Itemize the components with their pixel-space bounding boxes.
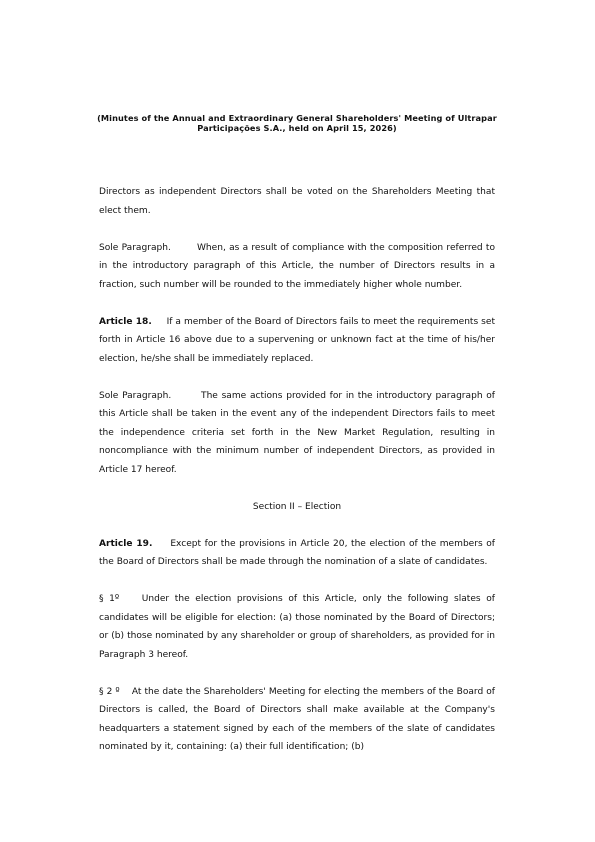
paragraph-text: When, as a result of compliance with the composition referred to in the introductory paragraph of this Article, the number of Directors results in a fraction, such number will be rounded to the immediately higher whole number. xyxy=(99,242,495,290)
section-heading xyxy=(99,498,495,517)
paragraph-section-2 xyxy=(99,683,495,757)
header-line-2: Participações S.A., held on April 15, 2026) xyxy=(197,122,397,133)
paragraph-text: The same actions provided for in the introductory paragraph of this Article shall be taken in the event any of the independent Directors fails to meet the independence criteria set forth in the New Market Regulation, resulting in noncompliance with the minimum number of independent Directors, as provided in Article 17 hereof. xyxy=(99,390,495,475)
paragraph-text: Directors as independent Directors shall be voted on the Shareholders Meeting that elect them. xyxy=(99,187,495,216)
paragraph-sole-paragraph-2 xyxy=(99,387,495,480)
paragraph-text: Under the election provisions of this Article, only the following slates of candidates will be eligible for election: (a) those nominated by the Board of Directors; or (b) those nominated by any shareholder or group of shareholders, as provided for in Paragraph 3 hereof. xyxy=(99,594,495,660)
paragraph-lead: Sole Paragraph. xyxy=(99,242,171,253)
paragraph-section-1 xyxy=(99,590,495,664)
article-heading: Article 19. xyxy=(99,538,153,549)
paragraph-lead: Sole Paragraph. xyxy=(99,390,172,401)
paragraph-article-18 xyxy=(99,313,495,369)
section-title: Section II – Election xyxy=(252,501,342,512)
article-heading: Article 18. xyxy=(99,316,152,327)
paragraph-lead: § 1º xyxy=(99,594,120,604)
document-body xyxy=(99,183,495,757)
header-line-1: (Minutes of the Annual and Extraordinary General Shareholders' Meeting of Ultrapar xyxy=(97,113,497,123)
paragraph-lead: § 2 º xyxy=(99,686,120,697)
paragraph-article-19 xyxy=(99,535,495,572)
document-header xyxy=(92,114,502,133)
paragraph-text: Except for the provisions in Article 20, the election of the members of the Board of Directors shall be made through the nomination of a slate of candidates. xyxy=(99,538,495,567)
paragraph-text: At the date the Shareholders' Meeting for electing the members of the Board of Directors is called, the Board of Directors shall make available at the Company's headquarters a statement signed by each of the members of the slate of candidates nominated by it, containing: (a) their full identification; (b) xyxy=(99,686,495,752)
paragraph-text: If a member of the Board of Directors fails to meet the requirements set forth in Article 16 above due to a supervening or unknown fact at the time of his/her election, he/she shall be immediately replaced. xyxy=(99,316,495,364)
paragraph-sole-paragraph-1 xyxy=(99,239,495,295)
paragraph-directors xyxy=(99,183,495,220)
